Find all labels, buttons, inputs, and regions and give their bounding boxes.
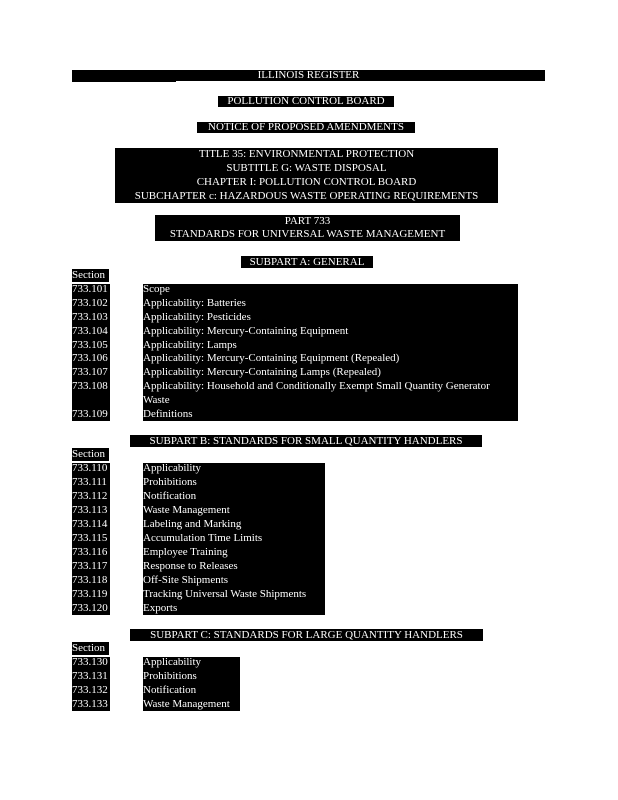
part-number: PART 733	[284, 215, 331, 227]
section-number: 733.130	[72, 656, 108, 668]
part-name: STANDARDS FOR UNIVERSAL WASTE MANAGEMENT	[169, 228, 446, 240]
section-title: Prohibitions	[143, 476, 197, 488]
section-title: Labeling and Marking	[143, 518, 242, 530]
chapter-line: CHAPTER I: POLLUTION CONTROL BOARD	[196, 176, 417, 188]
section-number: 733.110	[72, 462, 108, 474]
section-title: Accumulation Time Limits	[143, 532, 263, 544]
section-number: 733.112	[72, 490, 108, 502]
section-title: Notification	[143, 684, 197, 696]
section-number: 733.119	[72, 588, 108, 600]
section-title: Waste Management	[143, 504, 230, 516]
section-title: Applicability: Lamps	[143, 339, 237, 351]
title-line: TITLE 35: ENVIRONMENTAL PROTECTION	[198, 148, 415, 160]
section-title: Notification	[143, 490, 197, 502]
subpart-a-heading: SUBPART A: GENERAL	[249, 256, 365, 268]
section-number: 733.117	[72, 560, 108, 572]
section-number: 733.113	[72, 504, 108, 516]
section-number: 733.132	[72, 684, 108, 696]
section-title: Tracking Universal Waste Shipments	[143, 588, 307, 600]
section-number: 733.116	[72, 546, 108, 558]
section-title: Applicability: Mercury-Containing Equipment	[143, 325, 349, 337]
section-number: 733.103	[72, 311, 108, 323]
section-title: Prohibitions	[143, 670, 197, 682]
section-number: 733.106	[72, 352, 108, 364]
subtitle-line: SUBTITLE G: WASTE DISPOSAL	[226, 162, 387, 174]
subpart-b-heading: SUBPART B: STANDARDS FOR SMALL QUANTITY HANDLERS	[149, 435, 463, 447]
section-label: Section	[72, 448, 105, 460]
notice-title: NOTICE OF PROPOSED AMENDMENTS	[208, 121, 404, 133]
subpart-c-heading: SUBPART C: STANDARDS FOR LARGE QUANTITY HANDLERS	[150, 629, 463, 641]
section-title: Exports	[143, 602, 178, 614]
section-title: Definitions	[143, 408, 193, 420]
section-title: Waste Management	[143, 698, 230, 710]
section-title: Scope	[143, 283, 170, 295]
section-number: 733.118	[72, 574, 108, 586]
section-number: 733.131	[72, 670, 108, 682]
section-title: Response to Releases	[143, 560, 238, 572]
register-title: ILLINOIS REGISTER	[257, 69, 360, 81]
section-title: Applicability: Pesticides	[143, 311, 251, 323]
section-number: 733.104	[72, 325, 108, 337]
subchapter-line: SUBCHAPTER c: HAZARDOUS WASTE OPERATING REQUIREMENTS	[134, 190, 479, 202]
section-number: 733.114	[72, 518, 108, 530]
section-number: 733.105	[72, 339, 108, 351]
section-number: 733.102	[72, 297, 108, 309]
board-title: POLLUTION CONTROL BOARD	[227, 95, 385, 107]
section-number: 733.107	[72, 366, 108, 378]
section-title: Applicability: Mercury-Containing Lamps (Repealed)	[143, 366, 381, 378]
section-number: 733.108	[72, 380, 108, 392]
section-label: Section	[72, 269, 105, 281]
section-number: 733.109	[72, 408, 108, 420]
section-number: 733.120	[72, 602, 108, 614]
section-title: Applicability: Batteries	[143, 297, 246, 309]
section-number: 733.101	[72, 283, 108, 295]
section-label: Section	[72, 642, 105, 654]
section-number: 733.133	[72, 698, 108, 710]
section-title: Applicability	[143, 656, 202, 668]
section-title-continued: Waste	[143, 394, 170, 406]
section-title: Off-Site Shipments	[143, 574, 229, 586]
section-number: 733.111	[72, 476, 107, 488]
section-title: Employee Training	[143, 546, 228, 558]
section-title: Applicability: Household and Conditionally Exempt Small Quantity Generator	[143, 380, 490, 392]
section-title: Applicability: Mercury-Containing Equipment (Repealed)	[143, 352, 400, 364]
section-number: 733.115	[72, 532, 108, 544]
section-title: Applicability	[143, 462, 202, 474]
